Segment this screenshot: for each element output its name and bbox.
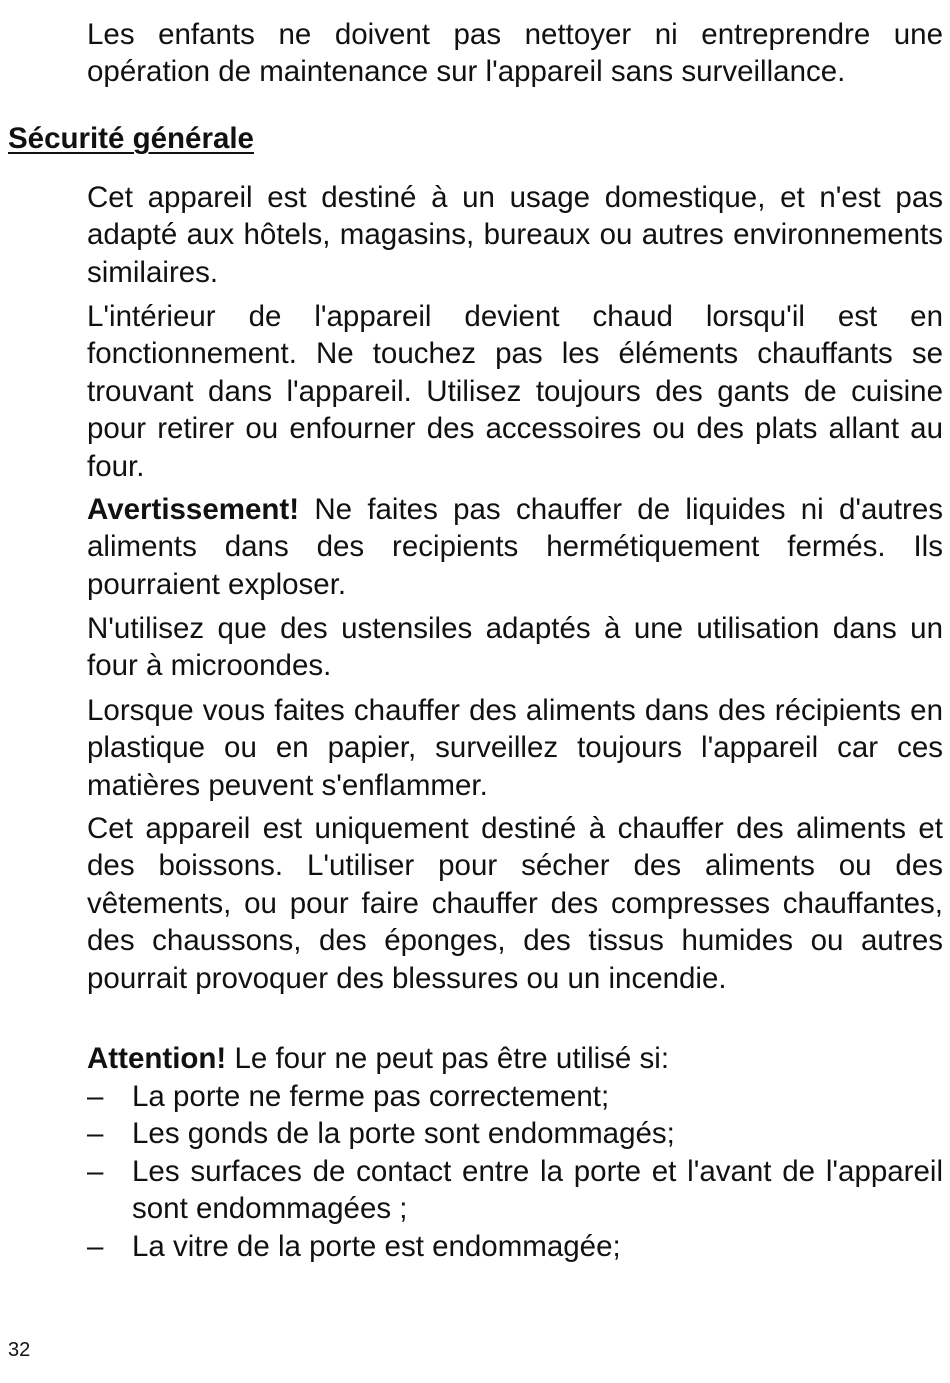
list-item xyxy=(87,1078,943,1115)
paragraph-plastic-paper: Lorsque vous faites chauffer des aliments dans des récipients en plastique ou en papier, surveillez toujours l'appareil car ces matières peuvent s'enflammer. xyxy=(87,694,943,802)
dash-bullet: – xyxy=(87,1229,104,1263)
conditions-list xyxy=(87,1078,943,1265)
paragraph-intended-use: Cet appareil est uniquement destiné à chauffer des aliments et des boissons. L'utiliser pour sécher des aliments ou des vêtements, ou pour faire chauffer des compresses chauffantes, des chaussons, des éponges, des tissus humides ou autres pourrait provoquer des blessures ou un incendie. xyxy=(87,812,943,995)
section-heading: Sécurité générale xyxy=(8,122,254,155)
list-item xyxy=(87,1153,943,1228)
dash-bullet: – xyxy=(87,1080,104,1113)
list-item-text: La porte ne ferme pas correctement; xyxy=(132,1080,610,1113)
paragraph-domestic-use: Cet appareil est destiné à un usage domestique, et n'est pas adapté aux hôtels, magasins, bureaux ou autres environnements similaires. xyxy=(87,181,943,289)
attention-label: Attention! xyxy=(87,1042,227,1075)
list-item-text: Les surfaces de contact entre la porte et l'avant de l'appareil sont endommagées ; xyxy=(132,1154,943,1226)
paragraph-warning xyxy=(87,491,943,603)
warning-text: Ne faites pas chauffer de liquides ni d'autres aliments dans des recipients hermétiquement fermés. Ils pourraient exploser. xyxy=(87,493,943,601)
attention-text: Le four ne peut pas être utilisé si: xyxy=(226,1042,670,1075)
warning-label: Avertissement! xyxy=(87,493,300,526)
list-item-text: Les gonds de la porte sont endommagés; xyxy=(132,1117,675,1151)
list-item xyxy=(87,1115,943,1152)
paragraph-utensils: N'utilisez que des ustensiles adaptés à une utilisation dans un four à microondes. xyxy=(87,612,943,683)
dash-bullet: – xyxy=(87,1154,104,1188)
page-number: 32 xyxy=(8,1339,31,1361)
dash-bullet: – xyxy=(87,1117,104,1151)
list-item-text: La vitre de la porte est endommagée; xyxy=(132,1229,621,1263)
paragraph-hot-interior: L'intérieur de l'appareil devient chaud lorsqu'il est en fonctionnement. Ne touchez pas les éléments chauffants se trouvant dans l'appareil. Utilisez toujours des gants de cuisine pour retirer ou enfourner des accessoires ou des plats allant au four. xyxy=(87,300,943,483)
list-item xyxy=(87,1228,943,1265)
intro-paragraph: Les enfants ne doivent pas nettoyer ni entreprendre une opération de maintenance sur l'appareil sans surveillance. xyxy=(87,18,943,89)
paragraph-attention xyxy=(87,1040,943,1077)
